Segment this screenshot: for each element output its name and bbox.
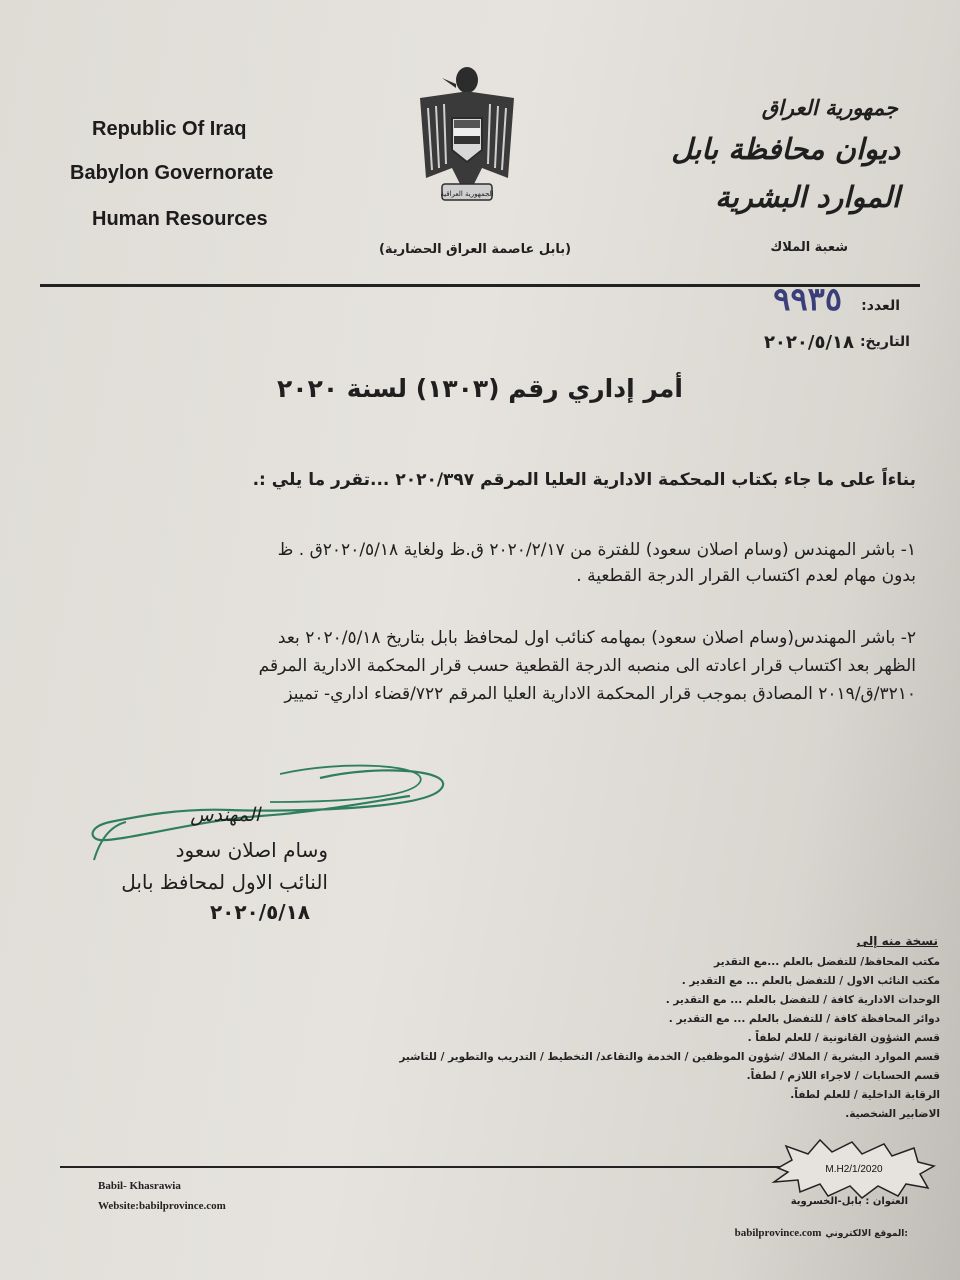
- copies-item: الوحدات الادارية كافة / للتفضل بالعلم ... مع التقدير .: [665, 994, 940, 1006]
- copies-item: مكتب النائب الاول / للتفضل بالعلم ... مع التقدير .: [681, 975, 940, 987]
- header-ar-department: الموارد البشرية: [715, 180, 900, 214]
- header-ar-governorate: ديوان محافظة بابل: [671, 132, 900, 166]
- copies-item: قسم الحسابات / لاجراء اللازم / لطفاً.: [746, 1070, 940, 1082]
- header-en-department: Human Resources: [92, 208, 268, 230]
- copies-item: دوائر المحافظة كافة / للتفضل بالعلم ... مع التقدير .: [668, 1013, 940, 1025]
- body-item1-line2: بدون مهام لعدم اكتساب القرار الدرجة القطعية .: [576, 566, 916, 586]
- footer-address-ar: العنوان : بابل-الخسروية: [790, 1196, 908, 1207]
- copies-heading: نسخة منه إلى: [856, 934, 938, 948]
- header-ar-section: شعبة الملاك: [770, 240, 848, 255]
- number-value: ٩٩٣٥: [773, 280, 842, 318]
- header-en-republic: Republic Of Iraq: [92, 118, 247, 140]
- header-ar-republic: جمهورية العراق: [761, 96, 898, 120]
- copies-item: قسم الشؤون القانونية / للعلم لطفاً .: [747, 1032, 940, 1044]
- body-intro: بناءاً على ما جاء بكتاب المحكمة الادارية العليا المرقم ٢٠٢٠/٣٩٧ ...تقرر ما يلي :.: [252, 470, 916, 490]
- signature-date: [210, 900, 310, 924]
- body-item2-line2: الظهر بعد اكتساب قرار اعادته الى منصبه الدرجة القطعية حسب قرار المحكمة الادارية المرقم: [258, 656, 916, 676]
- signature-title: المهندس: [190, 804, 260, 826]
- svg-text:الجمهورية العراقية: الجمهورية العراقية: [440, 190, 494, 198]
- signature-date-text: ٢٠٢٠/٥/١٨: [209, 900, 310, 924]
- copies-item: الاضابير الشخصية.: [845, 1108, 940, 1120]
- stamp-starburst-icon: [768, 1138, 938, 1200]
- footer-website-ar[interactable]: [735, 1226, 908, 1239]
- iraq-eagle-emblem-icon: [412, 58, 522, 210]
- order-title: أمر إداري رقم (١٣٠٣) لسنة ٢٠٢٠: [277, 374, 683, 403]
- footer-address-en: Babil- Khasrawia: [98, 1180, 181, 1192]
- body-item2-line3: ٣٢١٠/ق/٢٠١٩ المصادق بموجب قرار المحكمة الادارية العليا المرقم ٧٢٢/قضاء اداري- تمييز: [284, 684, 916, 704]
- body-item2-line1: ٢- باشر المهندس(وسام اصلان سعود) بمهامه كنائب اول لمحافظ بابل بتاريخ ٢٠٢٠/٥/١٨ بعد: [277, 628, 916, 648]
- number-label: العدد:: [861, 298, 900, 314]
- copies-item: قسم الموارد البشرية / الملاك /شؤون الموظفين / الخدمة والتقاعد/ التخطيط / التدريب والتطوير / للتاشير: [399, 1051, 940, 1063]
- footer-website-en[interactable]: Website:babilprovince.com: [98, 1200, 226, 1212]
- header-slogan: (بابل عاصمة العراق الحضارية): [378, 242, 572, 257]
- svg-text:M.H2/1/2020: M.H2/1/2020: [825, 1164, 883, 1175]
- signature-name: وسام اصلان سعود: [175, 838, 328, 862]
- date-label: التاريخ:: [859, 334, 910, 350]
- signature-position: النائب الاول لمحافظ بابل: [121, 870, 328, 894]
- body-item1-line1: ١- باشر المهندس (وسام اصلان سعود) للفترة من ٢٠٢٠/٢/١٧ ق.ظ ولغاية ٢٠٢٠/٥/١٨ق . ظ: [277, 540, 916, 560]
- header-en-governorate: Babylon Governorate: [70, 162, 274, 184]
- footer-website-ar-label: الموقع الالكتروني:: [825, 1229, 908, 1239]
- footer-website-ar-url[interactable]: babilprovince.com: [734, 1227, 822, 1239]
- date-value: ٢٠٢٠/٥/١٨: [763, 332, 854, 353]
- copies-item: الرقابة الداخلية / للعلم لطفاً.: [790, 1089, 940, 1101]
- copies-item: مكتب المحافظ/ للتفضل بالعلم ...مع التقدير: [714, 956, 940, 968]
